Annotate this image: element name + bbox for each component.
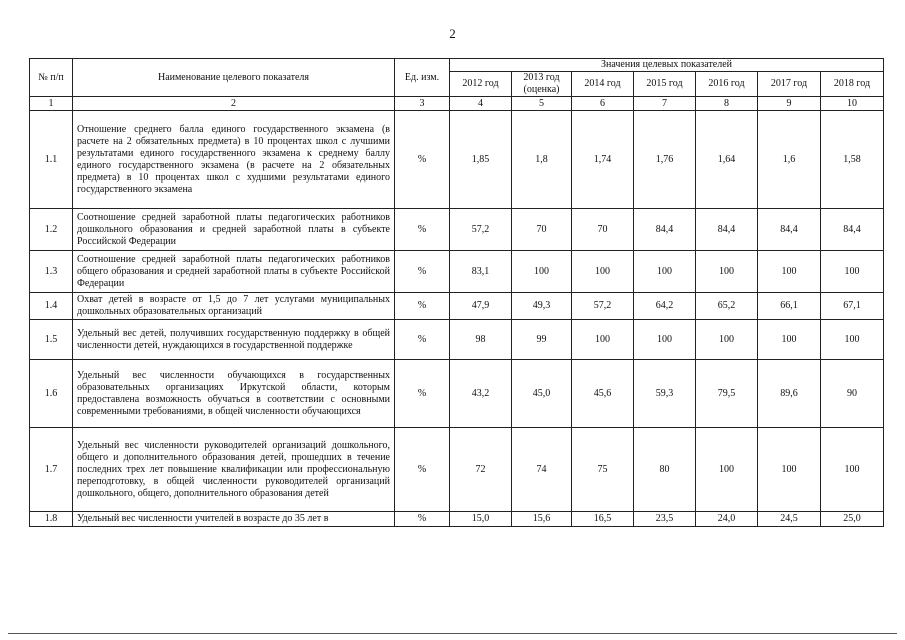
row-number: 1.4 — [30, 293, 73, 320]
value-cell: 100 — [512, 251, 572, 293]
unit-cell: % — [395, 293, 450, 320]
indicator-name: Удельный вес детей, получивших государственную поддержку в общей численности детей, нуждающихся в государственной поддержке — [73, 320, 395, 360]
page-bottom-edge — [8, 633, 897, 634]
value-cell: 24,0 — [696, 512, 758, 527]
row-number: 1.7 — [30, 428, 73, 512]
value-cell: 25,0 — [821, 512, 884, 527]
indicator-name: Соотношение средней заработной платы педагогических работников общего образования и средней заработной платы в субъекте Российской Федерации — [73, 251, 395, 293]
value-cell: 79,5 — [696, 360, 758, 428]
value-cell: 84,4 — [634, 209, 696, 251]
row-number: 1.3 — [30, 251, 73, 293]
value-cell: 100 — [821, 320, 884, 360]
value-cell: 1,8 — [512, 111, 572, 209]
value-cell: 47,9 — [450, 293, 512, 320]
header-year: 2017 год — [758, 72, 821, 97]
value-cell: 24,5 — [758, 512, 821, 527]
value-cell: 70 — [512, 209, 572, 251]
table-row — [30, 320, 884, 360]
header-year: 2014 год — [572, 72, 634, 97]
indicator-name: Охват детей в возрасте от 1,5 до 7 лет услугами муниципальных дошкольных образовательных организаций — [73, 293, 395, 320]
table-row — [30, 209, 884, 251]
value-cell: 57,2 — [450, 209, 512, 251]
value-cell: 59,3 — [634, 360, 696, 428]
indicator-name: Удельный вес численности обучающихся в государственных образовательных организациях Иркутской области, которым предоставлена возможность обучаться в соответствии с основными современными требованиями, в общей численности обучающихся — [73, 360, 395, 428]
indicator-name: Соотношение средней заработной платы педагогических работников дошкольного образования и средней заработной платы в субъекте Российской Федерации — [73, 209, 395, 251]
column-number: 5 — [512, 97, 572, 111]
value-cell: 100 — [696, 428, 758, 512]
header-year: 2018 год — [821, 72, 884, 97]
value-cell: 80 — [634, 428, 696, 512]
indicator-name: Удельный вес численности учителей в возрасте до 35 лет в — [73, 512, 395, 527]
header-year: 2015 год — [634, 72, 696, 97]
value-cell: 1,6 — [758, 111, 821, 209]
value-cell: 100 — [821, 251, 884, 293]
value-cell: 1,85 — [450, 111, 512, 209]
unit-cell: % — [395, 360, 450, 428]
row-number: 1.1 — [30, 111, 73, 209]
value-cell: 99 — [512, 320, 572, 360]
value-cell: 64,2 — [634, 293, 696, 320]
unit-cell: % — [395, 251, 450, 293]
value-cell: 45,6 — [572, 360, 634, 428]
value-cell: 75 — [572, 428, 634, 512]
table-row — [30, 512, 884, 527]
target-indicators-table — [29, 58, 884, 527]
value-cell: 1,64 — [696, 111, 758, 209]
value-cell: 15,0 — [450, 512, 512, 527]
header-values-group: Значения целевых показателей — [450, 59, 884, 72]
header-unit: Ед. изм. — [395, 59, 450, 97]
column-number: 6 — [572, 97, 634, 111]
row-number: 1.2 — [30, 209, 73, 251]
value-cell: 84,4 — [696, 209, 758, 251]
header-name: Наименование целевого показателя — [73, 59, 395, 97]
value-cell: 100 — [758, 428, 821, 512]
value-cell: 1,74 — [572, 111, 634, 209]
table-row — [30, 428, 884, 512]
value-cell: 100 — [758, 320, 821, 360]
value-cell: 66,1 — [758, 293, 821, 320]
value-cell: 100 — [758, 251, 821, 293]
table-row — [30, 360, 884, 428]
column-numbers-row — [30, 97, 884, 111]
value-cell: 15,6 — [512, 512, 572, 527]
header-year: 2013 год (оценка) — [512, 72, 572, 97]
value-cell: 74 — [512, 428, 572, 512]
row-number: 1.6 — [30, 360, 73, 428]
column-number: 4 — [450, 97, 512, 111]
value-cell: 16,5 — [572, 512, 634, 527]
row-number: 1.5 — [30, 320, 73, 360]
column-number: 8 — [696, 97, 758, 111]
column-number: 1 — [30, 97, 73, 111]
value-cell: 67,1 — [821, 293, 884, 320]
column-number: 7 — [634, 97, 696, 111]
column-number: 3 — [395, 97, 450, 111]
header-year: 2012 год — [450, 72, 512, 97]
value-cell: 70 — [572, 209, 634, 251]
value-cell: 1,76 — [634, 111, 696, 209]
value-cell: 45,0 — [512, 360, 572, 428]
value-cell: 100 — [696, 251, 758, 293]
unit-cell: % — [395, 111, 450, 209]
column-number: 10 — [821, 97, 884, 111]
value-cell: 84,4 — [821, 209, 884, 251]
value-cell: 23,5 — [634, 512, 696, 527]
value-cell: 72 — [450, 428, 512, 512]
table-row — [30, 251, 884, 293]
value-cell: 100 — [572, 320, 634, 360]
value-cell: 100 — [634, 251, 696, 293]
indicator-name: Удельный вес численности руководителей организаций дошкольного, общего и дополнительного образования детей, прошедших в течение последних трех лет повышение квалификации или профессиональную переподготовку, в общей численности руководителей организаций дошкольного, общего, дополнительного образования детей — [73, 428, 395, 512]
value-cell: 1,58 — [821, 111, 884, 209]
value-cell: 84,4 — [758, 209, 821, 251]
table-body — [30, 111, 884, 527]
header-num: № п/п — [30, 59, 73, 97]
value-cell: 100 — [572, 251, 634, 293]
table-row — [30, 111, 884, 209]
table-row — [30, 293, 884, 320]
column-number: 9 — [758, 97, 821, 111]
value-cell: 100 — [821, 428, 884, 512]
value-cell: 89,6 — [758, 360, 821, 428]
value-cell: 90 — [821, 360, 884, 428]
value-cell: 100 — [696, 320, 758, 360]
unit-cell: % — [395, 512, 450, 527]
value-cell: 57,2 — [572, 293, 634, 320]
value-cell: 98 — [450, 320, 512, 360]
row-number: 1.8 — [30, 512, 73, 527]
page-number: 2 — [449, 26, 456, 41]
value-cell: 100 — [634, 320, 696, 360]
unit-cell: % — [395, 428, 450, 512]
unit-cell: % — [395, 209, 450, 251]
value-cell: 65,2 — [696, 293, 758, 320]
value-cell: 83,1 — [450, 251, 512, 293]
unit-cell: % — [395, 320, 450, 360]
value-cell: 43,2 — [450, 360, 512, 428]
header-year: 2016 год — [696, 72, 758, 97]
indicator-name: Отношение среднего балла единого государственного экзамена (в расчете на 2 обязательных предмета) в 10 процентах школ с лучшими результатами единого государственного экзамена к среднему баллу единого государственного экзамена (в расчете на 2 обязательных предмета) в 10 процентах школ с худшими результатами единого государственного экзамена — [73, 111, 395, 209]
value-cell: 49,3 — [512, 293, 572, 320]
column-number: 2 — [73, 97, 395, 111]
